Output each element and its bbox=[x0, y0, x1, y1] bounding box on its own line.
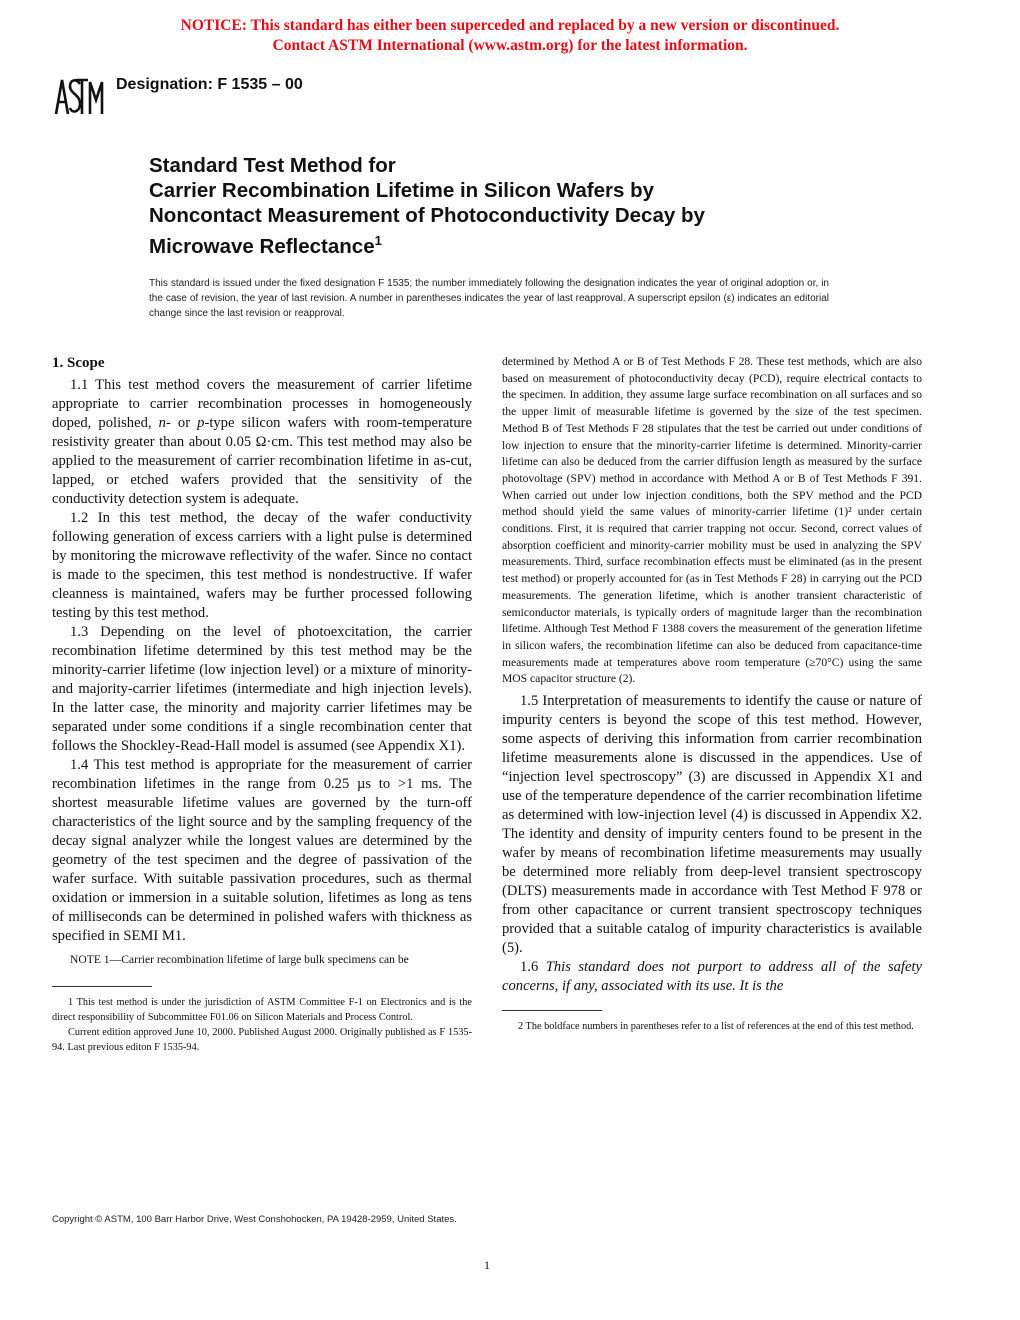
footnote-1-edition: Current edition approved June 10, 2000. Published August 2000. Originally published as F 1535-94. Last previous editon F 1535-94. bbox=[52, 1027, 472, 1053]
left-column bbox=[52, 354, 472, 1055]
notice-line-2: Contact ASTM International (www.astm.org) for the latest information. bbox=[272, 37, 748, 54]
right-column bbox=[502, 354, 922, 1034]
title-line-3: Noncontact Measurement of Photoconductivity Decay by bbox=[149, 204, 705, 227]
designation: Designation: F 1535 – 00 bbox=[116, 76, 303, 93]
paragraph-1-3: 1.3 Depending on the level of photoexcitation, the carrier recombination lifetime determined by this test method may be the minority-carrier lifetime (low injection level) or a mixture of minority- and majority-carrier lifetimes (intermediate and high injection levels). In the latter case, the minority and majority carrier lifetimes may be separated under some conditions if a single recombination center that follows the Shockley-Read-Hall model is assumed (see Appendix X1). bbox=[52, 624, 472, 754]
title-footnote-mark: 1 bbox=[374, 233, 382, 248]
footnote-rule bbox=[52, 986, 152, 987]
notice-line-1: NOTICE: This standard has either been superceded and replaced by a new version or discontinued. bbox=[180, 17, 840, 34]
title-line-1: Standard Test Method for bbox=[149, 154, 396, 177]
footnote-rule-right bbox=[502, 1010, 602, 1011]
footnote-1: 1 This test method is under the jurisdiction of ASTM Committee F-1 on Electronics and is the direct responsibility of Subcommittee F01.06 on Silicon Materials and Process Control. bbox=[52, 997, 472, 1023]
section-heading-scope: 1. Scope bbox=[52, 355, 105, 371]
copyright: Copyright © ASTM, 100 Barr Harbor Drive, West Conshohocken, PA 19428-2959, United States. bbox=[52, 1214, 457, 1225]
title-line-2: Carrier Recombination Lifetime in Silicon Wafers by bbox=[149, 179, 655, 202]
paragraph-1-4: 1.4 This test method is appropriate for the measurement of carrier recombination lifetimes in the range from 0.25 µs to >1 ms. The shortest measurable lifetime values are governed by the turn-off characteristics of the light source and by the sampling frequency of the decay signal analyzer while the longest values are determined by the geometry of the test specimen and the degree of passivation of the wafer surface. With suitable passivation procedures, such as thermal oxidation or immersion in a suitable solution, lifetimes as long as tens of milliseconds can be determined in polished wafers with thickness as specified in SEMI M1. bbox=[52, 757, 472, 944]
paragraph-continuation: determined by Method A or B of Test Methods F 28. These test methods, which are also based on measurement of photoconductivity decay (PCD), require electrical contacts to the specimen. In addition, they assume large surface recombination on all surfaces and so the upper limit of measurable lifetime is governed by the size of the test specimen. Method B of Test Methods F 28 stipulates that the test be carried out under conditions of low injection to ensure that the minority-carrier lifetime is determined. Minority-carrier lifetime can also be deduced from the carrier diffusion length as measured by the surface photovoltage (SPV) method in accordance with Method A or B of Test Methods F 391. When carried out under low injection conditions, both the SPV method and the PCD method should yield the same values of minority-carrier lifetime (1)² under certain conditions. First, it is required that carrier trapping not occur. Second, correct values of absorption coefficient and minority-carrier mobility must be used in analyzing the SPV measurements. Third, surface recombination effects must be eliminated (as in the present test method) or properly accounted for (as in Test Methods F 28) in carrying out the PCD measurements. The generation lifetime, which is another transient characteristic of semiconductor materials, is typically orders of magnitude larger than the recombination lifetime. Although Test Method F 1388 covers the measurement of the generation lifetime in silicon wafers, the recombination lifetime can also be deduced from capacitance-time measurements made at temperatures above room temperature (≥70°C) using the same MOS capacitor structure (2). bbox=[502, 355, 922, 686]
paragraph-1-6: 1.6 This standard does not purport to address all of the safety concerns, if any, associated with its use. It is the bbox=[502, 959, 922, 995]
document-title bbox=[149, 153, 929, 259]
paragraph-1-2: 1.2 In this test method, the decay of the wafer conductivity following generation of excess carriers with a light pulse is determined by monitoring the microwave reflectivity of the wafer. Since no contact is made to the specimen, this test method is nondestructive. If wafer cleanness is maintained, wafers may be further processed following testing by this test method. bbox=[52, 510, 472, 621]
astm-logo-icon bbox=[52, 76, 104, 116]
page-number: 1 bbox=[484, 1258, 490, 1272]
note-1: NOTE 1—Carrier recombination lifetime of large bulk specimens can be bbox=[70, 953, 409, 966]
issued-statement: This standard is issued under the fixed designation F 1535; the number immediately following the designation indicates the year of original adoption or, in the case of revision, the year of last revision. A number in parentheses indicates the year of last reapproval. A superscript epsilon (ε) indicates an editorial change since the last revision or reapproval. bbox=[149, 278, 829, 319]
title-line-4: Microwave Reflectance bbox=[149, 234, 375, 258]
paragraph-1-5: 1.5 Interpretation of measurements to identify the cause or nature of impurity centers is beyond the scope of this test method. However, some aspects of deriving this information from carrier recombination lifetime measurements alone is discussed in the appendices. Use of “injection level spectroscopy” (3) are discussed in Appendix X1 and use of the temperature dependence of the carrier recombination lifetime as determined with low-injection level (4) is discussed in Appendix X2. The identity and density of impurity centers found to be present in the wafer by means of recombination lifetime measurements may usually be determined more reliably from deep-level transient spectroscopy (DLTS) measurements made in accordance with Test Method F 978 or from other capacitance or current transient spectroscopy techniques provided that a suitable catalog of impurity characteristics is available (5). bbox=[502, 693, 922, 957]
notice-banner bbox=[0, 16, 1020, 56]
paragraph-1-1: 1.1 This test method covers the measurement of carrier lifetime appropriate to carrier recombination processes in homogeneously doped, polished, n- or p-type silicon wafers with room-temperature resistivity greater than about 0.05 Ω·cm. This test method may also be applied to the measurement of carrier recombination lifetime in as-cut, lapped, or etched wafers provided that the sensitivity of the conductivity detection system is adequate. bbox=[52, 377, 472, 507]
footnote-2: 2 The boldface numbers in parentheses refer to a list of references at the end of this test method. bbox=[518, 1021, 914, 1033]
